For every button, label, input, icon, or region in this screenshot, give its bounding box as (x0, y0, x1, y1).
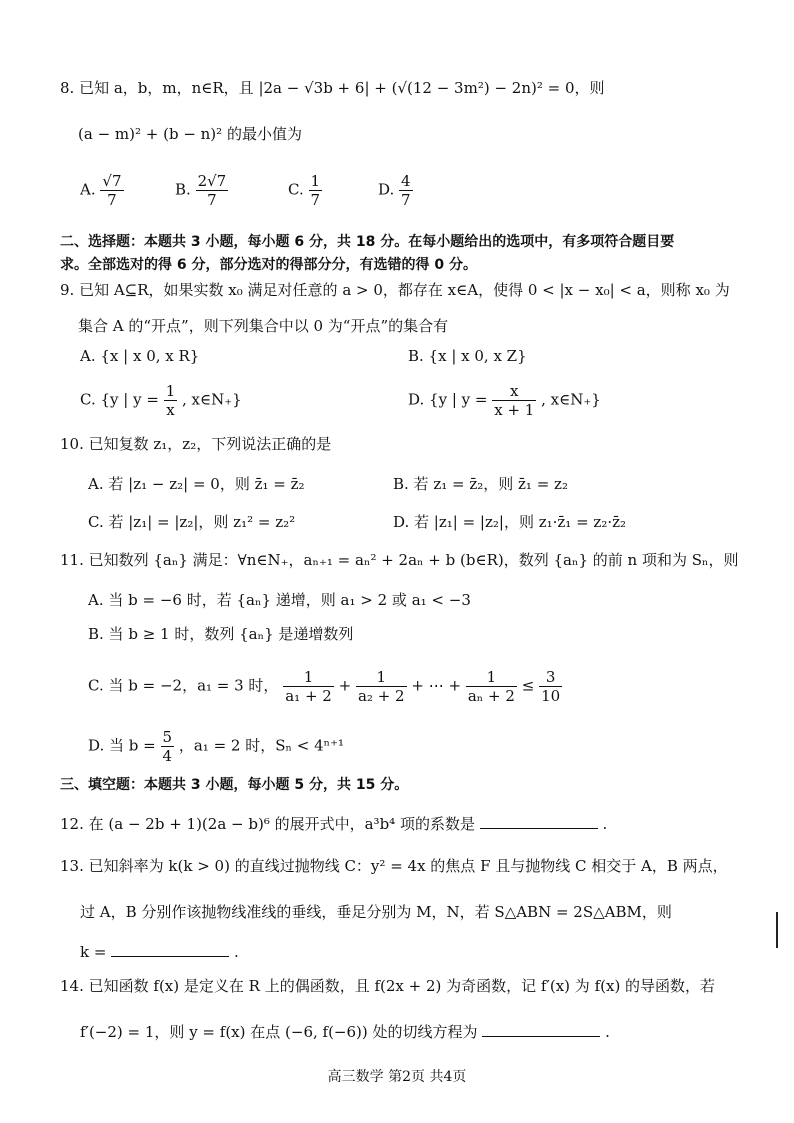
q11-option-a: A. 当 b = −6 时，若 {aₙ} 递增，则 a₁ > 2 或 a₁ < −3 (88, 591, 471, 609)
denominator: 7 (107, 191, 117, 209)
q12-text: 12. 在 (a − 2b + 1)(2a − b)⁶ 的展开式中，a³b⁴ 项的系数是 (60, 815, 475, 833)
denominator: 10 (541, 687, 561, 705)
fraction (283, 668, 334, 705)
scan-edge-mark (776, 912, 778, 948)
numerator: √7 (102, 172, 122, 190)
q9-option-c (80, 382, 242, 419)
q8-stem-line1: 8. 已知 a，b，m，n∈R，且 |2a − √3b + 6| + (√(12 − 3m²) − 2n)² = 0，则 (60, 79, 605, 97)
option-letter: C. (288, 180, 304, 199)
numerator: 1 (283, 668, 334, 687)
numerator: 2√7 (197, 172, 227, 190)
denominator: x (166, 401, 175, 419)
fraction (492, 382, 536, 419)
plus-sign: + (338, 676, 352, 695)
q8-option-b (175, 172, 228, 209)
option-d-prefix: D. {y | y = (408, 390, 488, 409)
numerator: 5 (162, 728, 173, 746)
option-c-prefix: C. {y | y = (80, 390, 159, 409)
q12-stem (60, 812, 607, 834)
q14-stem-line1: 14. 已知函数 f(x) 是定义在 R 上的偶函数，且 f(2x + 2) 为奇函数，记 f′(x) 为 f(x) 的导函数，若 (60, 977, 716, 995)
fraction (100, 172, 123, 209)
numerator: 3 (539, 668, 562, 687)
q11-option-d (88, 728, 344, 765)
ellipsis-sum: + ⋯ + (411, 676, 462, 695)
q13-stem-line2: 过 A，B 分别作该抛物线准线的垂线，垂足分别为 M，N，若 S△ABN = 2S△ABM，则 (80, 903, 672, 921)
fraction (309, 172, 323, 209)
answer-blank[interactable] (111, 940, 229, 957)
answer-blank[interactable] (482, 1020, 600, 1037)
q9-option-d (408, 382, 601, 419)
q8-option-a (80, 172, 124, 209)
q8-stem-line2: (a − m)² + (b − n)² 的最小值为 (78, 125, 302, 143)
option-c-prefix: C. 当 b = −2，a₁ = 3 时， (88, 676, 279, 695)
fraction (196, 172, 229, 209)
q10-option-b: B. 若 z₁ = z̄₂，则 z̄₁ = z₂ (393, 475, 568, 493)
q9-option-a: A. {x | x 0, x R} (80, 347, 200, 365)
q8-option-d (378, 172, 413, 209)
q13-period: . (234, 943, 239, 961)
denominator: a₁ + 2 (285, 687, 332, 705)
q11-stem: 11. 已知数列 {aₙ} 满足：∀n∈N₊，aₙ₊₁ = aₙ² + 2aₙ + b (b∈R)，数列 {aₙ} 的前 n 项和为 Sₙ，则 (60, 551, 739, 569)
q13-stem-line3 (80, 940, 239, 962)
q10-option-d: D. 若 |z₁| = |z₂|，则 z₁·z̄₁ = z₂·z̄₂ (393, 513, 627, 531)
q14-text: f′(−2) = 1，则 y = f(x) 在点 (−6, f(−6)) 处的切线方程为 (80, 1023, 478, 1041)
q9-stem-line2: 集合 A 的“开点”，则下列集合中以 0 为“开点”的集合有 (78, 317, 449, 335)
q11-option-b: B. 当 b ≥ 1 时，数列 {aₙ} 是递增数列 (88, 625, 354, 643)
q14-period: . (605, 1023, 610, 1041)
denominator: a₂ + 2 (357, 687, 405, 705)
page-footer: 高三数学 第2页 共4页 (327, 1069, 467, 1085)
numerator: 4 (401, 172, 411, 190)
q12-period: . (602, 815, 608, 833)
option-d-prefix: D. 当 b = (88, 736, 156, 755)
option-letter: A. (80, 180, 96, 199)
denominator: 7 (310, 191, 321, 209)
denominator: 7 (401, 191, 411, 209)
fraction (399, 172, 413, 209)
denominator: 4 (162, 747, 173, 765)
denominator: 7 (207, 191, 217, 209)
numerator: 1 (356, 668, 407, 687)
numerator: 1 (165, 382, 176, 400)
q9-option-b: B. {x | x 0, x Z} (408, 347, 527, 365)
q8-option-c (288, 172, 322, 209)
le-sign: ≤ (521, 676, 535, 695)
q11-option-c (88, 668, 562, 705)
q10-option-a: A. 若 |z₁ − z₂| = 0，则 z̄₁ = z̄₂ (88, 475, 305, 493)
option-letter: D. (378, 180, 395, 199)
fraction (466, 668, 517, 705)
option-c-suffix: , x∈N₊} (182, 390, 242, 409)
option-d-suffix: , x∈N₊} (541, 390, 601, 409)
section3-header: 三、填空题：本题共 3 小题，每小题 5 分，共 15 分。 (60, 777, 409, 793)
denominator: x + 1 (494, 401, 535, 419)
q9-stem-line1: 9. 已知 A⊆R，如果实数 x₀ 满足对任意的 a > 0，都存在 x∈A，使得 0 < |x − x₀| < a，则称 x₀ 为 (60, 281, 730, 299)
q13-stem-line1: 13. 已知斜率为 k(k > 0) 的直线过抛物线 C：y² = 4x 的焦点 F 且与抛物线 C 相交于 A，B 两点， (60, 857, 728, 875)
fraction (164, 382, 178, 419)
section2-header-line2: 求。全部选对的得 6 分，部分选对的得部分分，有选错的得 0 分。 (60, 257, 477, 273)
q14-stem-line2 (80, 1020, 610, 1042)
numerator: x (492, 382, 536, 401)
answer-blank[interactable] (480, 812, 598, 829)
fraction (161, 728, 175, 765)
fraction (539, 668, 562, 705)
numerator: 1 (466, 668, 517, 687)
q13-k-label: k = (80, 943, 107, 961)
fraction (356, 668, 407, 705)
q10-option-c: C. 若 |z₁| = |z₂|，则 z₁² = z₂² (88, 513, 296, 531)
numerator: 1 (310, 172, 321, 190)
q10-stem: 10. 已知复数 z₁，z₂，下列说法正确的是 (60, 435, 332, 453)
denominator: aₙ + 2 (467, 687, 515, 705)
section2-header-line1: 二、选择题：本题共 3 小题，每小题 6 分，共 18 分。在每小题给出的选项中，有多项符合题目要 (60, 234, 675, 250)
option-d-suffix: ，a₁ = 2 时，Sₙ < 4ⁿ⁺¹ (178, 736, 345, 755)
option-letter: B. (175, 180, 191, 199)
